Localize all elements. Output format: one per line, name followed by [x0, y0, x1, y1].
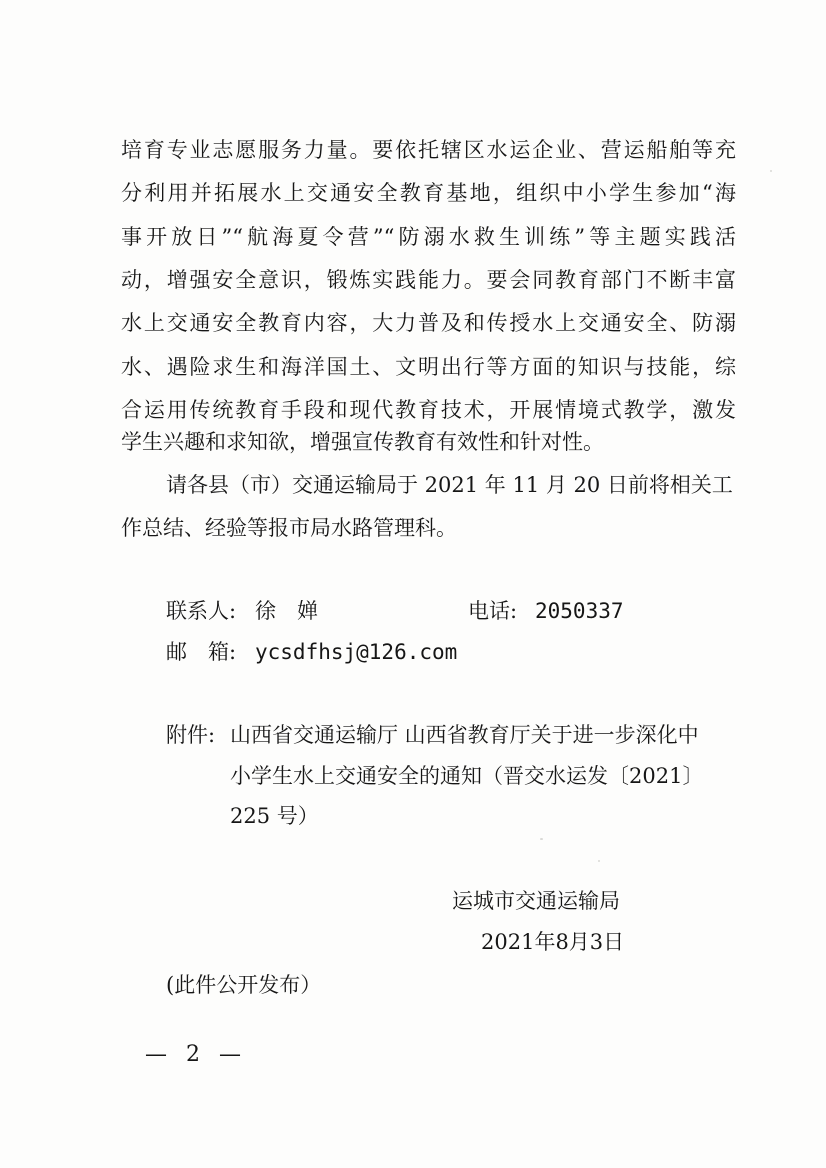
contact-email-value: ycsdfhsj@126.com [255, 640, 458, 664]
attachment-line-3: 225 号） [230, 804, 319, 828]
page-number: — 2 — [145, 1042, 247, 1067]
scan-speck [598, 860, 600, 862]
contact-person-label: 联系人: [166, 599, 237, 623]
attachment-label: 附件: [166, 723, 216, 747]
scan-speck [540, 838, 543, 840]
request-line-2: 作总结、经验等报市局水路管理科。 [121, 516, 457, 540]
body-line-6: 水、遇险求生和海洋国土、文明出行等方面的知识与技能，综 [121, 355, 736, 379]
contact-person-name: 徐 婵 [255, 599, 318, 623]
body-line-7: 合运用传统教育手段和现代教育技术，开展情境式教学，激发 [121, 398, 736, 422]
contact-phone-value: 2050337 [535, 599, 624, 623]
body-line-8: 学生兴趣和求知欲，增强宣传教育有效性和针对性。 [121, 430, 604, 454]
contact-phone-label: 电话: [468, 599, 518, 623]
body-line-4: 动，增强安全意识，锻炼实践能力。要会同教育部门不断丰富 [121, 268, 736, 292]
issue-date: 2021年8月3日 [481, 930, 625, 954]
body-line-1: 培育专业志愿服务力量。要依托辖区水运企业、营运船舶等充 [121, 138, 736, 162]
contact-email-label: 邮 箱: [166, 640, 237, 664]
attachment-line-1: 山西省交通运输厅 山西省教育厅关于进一步深化中 [230, 723, 699, 747]
body-line-2: 分利用并拓展水上交通安全教育基地，组织中小学生参加“海 [121, 181, 736, 205]
scan-speck [770, 170, 772, 172]
body-line-3: 事开放日”“航海夏令营”“防溺水救生训练”等主题实践活 [121, 225, 736, 249]
attachment-line-2: 小学生水上交通安全的通知（晋交水运发〔2021〕 [230, 764, 704, 788]
request-line-1: 请各县（市）交通运输局于 2021 年 11 月 20 日前将相关工 [166, 473, 733, 497]
publication-note: (此件公开发布） [166, 973, 322, 997]
issuer-name: 运城市交通运输局 [452, 889, 620, 913]
body-line-5: 水上交通安全教育内容，大力普及和传授水上交通安全、防溺 [121, 311, 736, 335]
